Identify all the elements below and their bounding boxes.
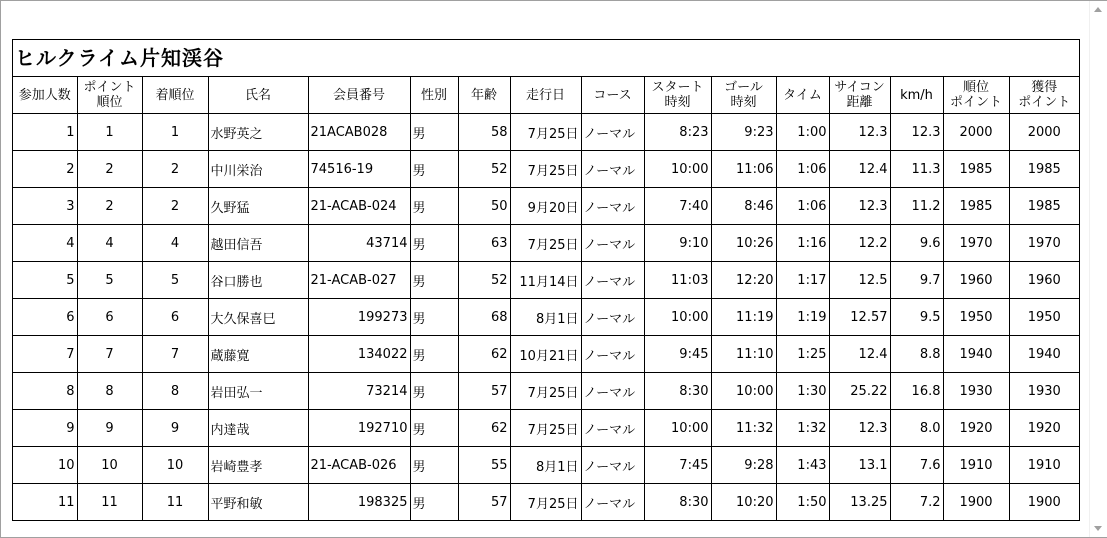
table-cell: 8 <box>142 373 208 410</box>
table-cell: 1970 <box>943 225 1009 262</box>
table-cell: 10 <box>13 447 77 484</box>
table-cell: 1:06 <box>776 188 829 225</box>
table-cell: 1930 <box>943 373 1009 410</box>
table-cell: 73214 <box>308 373 410 410</box>
table-cell: 7月25日 <box>510 114 581 151</box>
table-cell: 12.3 <box>890 114 943 151</box>
column-header: タイム <box>776 77 829 114</box>
column-header: 氏名 <box>208 77 308 114</box>
table-cell: 1910 <box>1009 447 1079 484</box>
table-cell: 8.8 <box>890 336 943 373</box>
table-cell: 男 <box>410 410 458 447</box>
table-cell: 198325 <box>308 484 410 521</box>
table-cell: 平野和敏 <box>208 484 308 521</box>
table-cell: 9.5 <box>890 299 943 336</box>
table-cell: 8.0 <box>890 410 943 447</box>
table-cell: 7 <box>13 336 77 373</box>
table-cell: 1:43 <box>776 447 829 484</box>
column-header: 着順位 <box>142 77 208 114</box>
table-cell: 岩田弘一 <box>208 373 308 410</box>
table-cell: 男 <box>410 262 458 299</box>
table-cell: ノーマル <box>581 114 644 151</box>
table-cell: 1 <box>13 114 77 151</box>
vertical-scrollbar[interactable] <box>1089 1 1107 537</box>
table-cell: 1930 <box>1009 373 1079 410</box>
table-cell: 男 <box>410 373 458 410</box>
table-cell: 9:23 <box>711 114 776 151</box>
table-cell: 11:06 <box>711 151 776 188</box>
table-cell: 1950 <box>943 299 1009 336</box>
table-cell: ノーマル <box>581 151 644 188</box>
table-cell: 水野英之 <box>208 114 308 151</box>
table-cell: ノーマル <box>581 336 644 373</box>
table-cell: 7月25日 <box>510 373 581 410</box>
table-cell: 21-ACAB-026 <box>308 447 410 484</box>
table-row <box>13 484 1079 521</box>
table-cell: 13.1 <box>829 447 890 484</box>
table-cell: 25.22 <box>829 373 890 410</box>
table-cell: 1:06 <box>776 151 829 188</box>
table-cell: 9 <box>13 410 77 447</box>
table-cell: 10月21日 <box>510 336 581 373</box>
table-cell: 21ACAB028 <box>308 114 410 151</box>
column-header: 年齢 <box>458 77 510 114</box>
table-cell: ノーマル <box>581 484 644 521</box>
table-cell: 11.2 <box>890 188 943 225</box>
table-cell: 10 <box>77 447 142 484</box>
table-cell: 谷口勝也 <box>208 262 308 299</box>
table-cell: 10:00 <box>644 299 711 336</box>
table-cell: 大久保喜巳 <box>208 299 308 336</box>
table-cell: 5 <box>142 262 208 299</box>
table-cell: 9.6 <box>890 225 943 262</box>
table-cell: 9:28 <box>711 447 776 484</box>
table-cell: 12.4 <box>829 336 890 373</box>
table-row <box>13 225 1079 262</box>
table-cell: 52 <box>458 262 510 299</box>
table-cell: 12.3 <box>829 114 890 151</box>
table-cell: 男 <box>410 299 458 336</box>
table-row <box>13 151 1079 188</box>
table-cell: 55 <box>458 447 510 484</box>
table-cell: 58 <box>458 114 510 151</box>
table-cell: 11 <box>77 484 142 521</box>
table-cell: 11:03 <box>644 262 711 299</box>
table-cell: 1:17 <box>776 262 829 299</box>
table-cell: 43714 <box>308 225 410 262</box>
column-header: ポイント 順位 <box>77 77 142 114</box>
table-cell: 7.6 <box>890 447 943 484</box>
table-cell: 1:32 <box>776 410 829 447</box>
table-cell: 1970 <box>1009 225 1079 262</box>
table-row <box>13 410 1079 447</box>
table-cell: 9:10 <box>644 225 711 262</box>
table-cell: 2 <box>142 188 208 225</box>
column-header: コース <box>581 77 644 114</box>
table-cell: 1:25 <box>776 336 829 373</box>
table-cell: ノーマル <box>581 225 644 262</box>
table-cell: 男 <box>410 447 458 484</box>
table-cell: ノーマル <box>581 373 644 410</box>
results-table <box>13 77 1079 520</box>
sheet-title: ヒルクライム片知渓谷 <box>13 40 1079 77</box>
table-cell: 8:30 <box>644 373 711 410</box>
table-cell: 1940 <box>943 336 1009 373</box>
table-cell: 12.3 <box>829 410 890 447</box>
table-cell: 男 <box>410 484 458 521</box>
table-cell: 2 <box>77 188 142 225</box>
table-cell: 8 <box>77 373 142 410</box>
column-header: 走行日 <box>510 77 581 114</box>
table-cell: 62 <box>458 336 510 373</box>
table-cell: 6 <box>13 299 77 336</box>
results-sheet <box>12 39 1080 521</box>
table-cell: 男 <box>410 114 458 151</box>
table-cell: 9月20日 <box>510 188 581 225</box>
table-cell: 21-ACAB-027 <box>308 262 410 299</box>
table-cell: 16.8 <box>890 373 943 410</box>
table-cell: 越田信吾 <box>208 225 308 262</box>
scroll-up-arrow-icon[interactable] <box>1094 7 1102 12</box>
table-cell: 内達哉 <box>208 410 308 447</box>
table-cell: 1920 <box>1009 410 1079 447</box>
table-cell: 男 <box>410 151 458 188</box>
table-cell: 男 <box>410 336 458 373</box>
table-cell: 1960 <box>1009 262 1079 299</box>
table-cell: 1910 <box>943 447 1009 484</box>
table-cell: 4 <box>142 225 208 262</box>
table-cell: 1 <box>77 114 142 151</box>
column-header: 性別 <box>410 77 458 114</box>
table-row <box>13 114 1079 151</box>
table-cell: 2 <box>13 151 77 188</box>
table-cell: 2 <box>142 151 208 188</box>
table-row <box>13 262 1079 299</box>
table-cell: 134022 <box>308 336 410 373</box>
table-cell: 蔵藤寛 <box>208 336 308 373</box>
table-cell: 11:19 <box>711 299 776 336</box>
table-cell: 2 <box>77 151 142 188</box>
table-cell: 1920 <box>943 410 1009 447</box>
table-cell: 4 <box>13 225 77 262</box>
table-cell: 12.3 <box>829 188 890 225</box>
table-row <box>13 447 1079 484</box>
table-cell: 199273 <box>308 299 410 336</box>
table-cell: 中川栄治 <box>208 151 308 188</box>
table-cell: 1960 <box>943 262 1009 299</box>
column-header: スタート 時刻 <box>644 77 711 114</box>
table-cell: 1900 <box>1009 484 1079 521</box>
table-cell: 8:30 <box>644 484 711 521</box>
table-cell: 12.57 <box>829 299 890 336</box>
table-cell: 1950 <box>1009 299 1079 336</box>
table-cell: 1 <box>142 114 208 151</box>
table-cell: 8:23 <box>644 114 711 151</box>
table-cell: 21-ACAB-024 <box>308 188 410 225</box>
table-cell: 12.4 <box>829 151 890 188</box>
scroll-down-arrow-icon[interactable] <box>1094 526 1102 531</box>
table-cell: 10:00 <box>711 373 776 410</box>
column-header: 会員番号 <box>308 77 410 114</box>
table-cell: 13.25 <box>829 484 890 521</box>
table-cell: 10:00 <box>644 151 711 188</box>
table-cell: 7:40 <box>644 188 711 225</box>
table-cell: 11月14日 <box>510 262 581 299</box>
table-cell: 50 <box>458 188 510 225</box>
table-cell: 7月25日 <box>510 484 581 521</box>
table-cell: 久野猛 <box>208 188 308 225</box>
table-cell: 岩崎豊孝 <box>208 447 308 484</box>
table-cell: 3 <box>13 188 77 225</box>
table-cell: 7月25日 <box>510 225 581 262</box>
column-header: サイコン 距離 <box>829 77 890 114</box>
table-cell: 6 <box>142 299 208 336</box>
table-cell: 男 <box>410 225 458 262</box>
table-cell: 74516-19 <box>308 151 410 188</box>
table-cell: 7 <box>77 336 142 373</box>
table-cell: 1985 <box>1009 151 1079 188</box>
table-cell: 1900 <box>943 484 1009 521</box>
table-cell: 1985 <box>1009 188 1079 225</box>
table-cell: 1:19 <box>776 299 829 336</box>
table-cell: 68 <box>458 299 510 336</box>
column-header: 参加人数 <box>13 77 77 114</box>
table-row <box>13 188 1079 225</box>
table-cell: 9.7 <box>890 262 943 299</box>
table-cell: ノーマル <box>581 447 644 484</box>
table-cell: 10 <box>142 447 208 484</box>
column-header: ゴール 時刻 <box>711 77 776 114</box>
table-cell: 1:00 <box>776 114 829 151</box>
column-header: km/h <box>890 77 943 114</box>
table-cell: 2000 <box>943 114 1009 151</box>
table-cell: ノーマル <box>581 262 644 299</box>
table-cell: 10:00 <box>644 410 711 447</box>
table-cell: 1:30 <box>776 373 829 410</box>
table-cell: 11.3 <box>890 151 943 188</box>
table-cell: 57 <box>458 484 510 521</box>
table-cell: 12.5 <box>829 262 890 299</box>
table-cell: 63 <box>458 225 510 262</box>
table-cell: 9:45 <box>644 336 711 373</box>
table-cell: 1:50 <box>776 484 829 521</box>
table-cell: 7 <box>142 336 208 373</box>
table-cell: 4 <box>77 225 142 262</box>
table-cell: 男 <box>410 188 458 225</box>
table-cell: 8 <box>13 373 77 410</box>
table-cell: 11 <box>13 484 77 521</box>
table-cell: 8月1日 <box>510 447 581 484</box>
table-cell: 9 <box>142 410 208 447</box>
column-header: 順位 ポイント <box>943 77 1009 114</box>
table-cell: 11:10 <box>711 336 776 373</box>
table-cell: 8:46 <box>711 188 776 225</box>
table-cell: 9 <box>77 410 142 447</box>
table-cell: 7.2 <box>890 484 943 521</box>
table-cell: 10:20 <box>711 484 776 521</box>
column-header: 獲得 ポイント <box>1009 77 1079 114</box>
table-cell: 5 <box>77 262 142 299</box>
table-row <box>13 336 1079 373</box>
table-cell: ノーマル <box>581 188 644 225</box>
table-cell: ノーマル <box>581 299 644 336</box>
table-cell: 192710 <box>308 410 410 447</box>
table-cell: 7:45 <box>644 447 711 484</box>
table-cell: 7月25日 <box>510 410 581 447</box>
table-row <box>13 373 1079 410</box>
table-cell: 6 <box>77 299 142 336</box>
table-cell: 57 <box>458 373 510 410</box>
table-cell: 12:20 <box>711 262 776 299</box>
table-header-row <box>13 77 1079 114</box>
table-row <box>13 299 1079 336</box>
table-cell: 52 <box>458 151 510 188</box>
table-cell: 8月1日 <box>510 299 581 336</box>
table-cell: ノーマル <box>581 410 644 447</box>
table-cell: 11 <box>142 484 208 521</box>
table-cell: 1:16 <box>776 225 829 262</box>
table-cell: 5 <box>13 262 77 299</box>
table-cell: 2000 <box>1009 114 1079 151</box>
table-cell: 62 <box>458 410 510 447</box>
table-cell: 1985 <box>943 151 1009 188</box>
table-cell: 11:32 <box>711 410 776 447</box>
table-cell: 12.2 <box>829 225 890 262</box>
table-cell: 7月25日 <box>510 151 581 188</box>
table-cell: 1985 <box>943 188 1009 225</box>
table-cell: 10:26 <box>711 225 776 262</box>
table-cell: 1940 <box>1009 336 1079 373</box>
